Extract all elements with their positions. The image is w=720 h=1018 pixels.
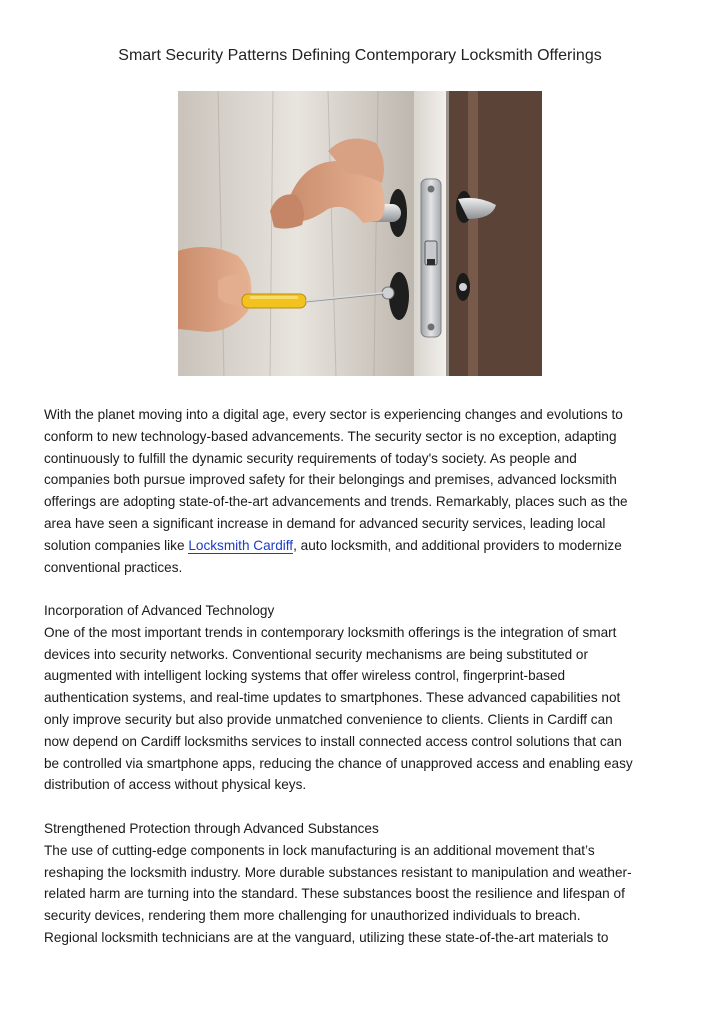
page-title: Smart Security Patterns Defining Contemporary Locksmith Offerings	[118, 47, 602, 64]
section-line: authentication systems, and real-time updates to smartphones. These advanced capabilities not	[44, 690, 621, 706]
section-line: related harm are turning into the standard. These substances boost the resilience and lifespan of	[44, 886, 625, 902]
section-line: distribution of access without physical keys.	[44, 777, 307, 793]
section-advanced-technology	[44, 600, 676, 796]
locksmith-door-photo	[178, 91, 542, 376]
intro-line: continuously to fulfill the dynamic security requirements of today's society. As people and	[44, 450, 577, 466]
section-line: One of the most important trends in contemporary locksmith offerings is the integration of smart	[44, 624, 617, 640]
intro-line-with-link	[44, 535, 676, 557]
intro-text-before-link: solution companies like	[44, 537, 189, 553]
intro-line: conventional practices.	[44, 559, 183, 575]
section-line: now depend on Cardiff locksmiths services to install connected access control solutions that can	[44, 733, 622, 749]
section-advanced-substances	[44, 818, 676, 949]
section-line: augmented with intelligent locking systems that offer wireless control, fingerprint-based	[44, 668, 566, 684]
section-line: reshaping the locksmith industry. More durable substances resistant to manipulation and weather-	[44, 864, 632, 880]
section-line: The use of cutting-edge components in lock manufacturing is an additional movement that’s	[44, 842, 595, 858]
section-line: security devices, rendering them more challenging for unauthorized individuals to breach.	[44, 908, 581, 924]
section-line: only improve security but also provide unmatched convenience to clients. Clients in Cardiff can	[44, 711, 613, 727]
section-line: devices into security networks. Conventional security mechanisms are being substituted or	[44, 646, 589, 662]
section-heading: Strengthened Protection through Advanced Substances	[44, 821, 379, 836]
intro-line: With the planet moving into a digital age, every sector is experiencing changes and evolutions to	[44, 407, 623, 422]
intro-line: companies both pursue improved safety for their belongings and premises, advanced locksmith	[44, 472, 617, 488]
intro-line: conform to new technology-based advancements. The security sector is no exception, adapting	[44, 428, 617, 444]
intro-line: area have seen a significant increase in demand for advanced security services, leading local	[44, 515, 606, 531]
section-heading: Incorporation of Advanced Technology	[44, 603, 275, 618]
locksmith-cardiff-link[interactable]: Locksmith Cardiff	[188, 537, 294, 553]
section-line: Regional locksmith technicians are at the vanguard, utilizing these state-of-the-art materials to	[44, 929, 609, 945]
intro-text-after-link: , auto locksmith, and additional providers to modernize	[293, 537, 622, 553]
section-line: be controlled via smartphone apps, reducing the chance of unapproved access and enabling easy	[44, 755, 633, 771]
intro-line: offerings are adopting state-of-the-art advancements and trends. Remarkably, places such as the	[44, 494, 628, 510]
intro-paragraph	[44, 404, 676, 578]
